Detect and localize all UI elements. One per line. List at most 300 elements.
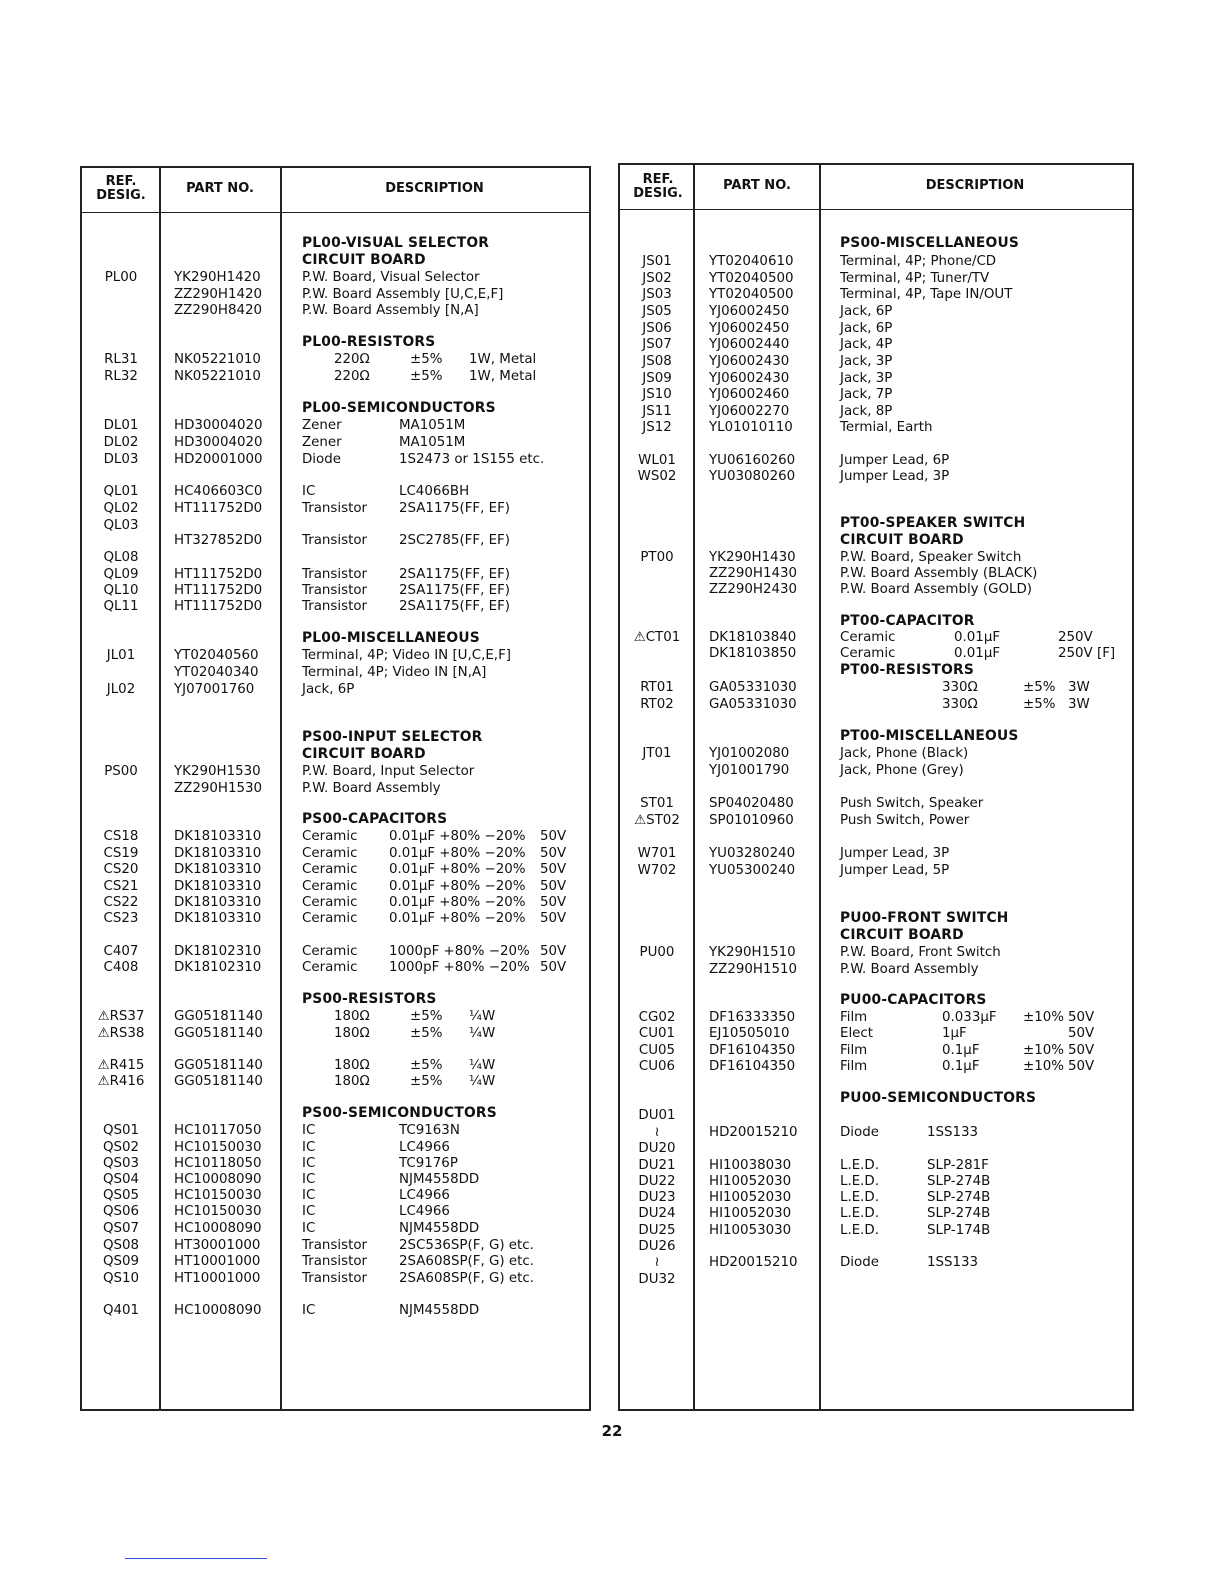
part-number-cell: HD20001000 — [174, 452, 263, 467]
table-row — [82, 1122, 589, 1139]
ref-desig-cell: CU06 — [638, 1059, 676, 1074]
description-cell: Jumper Lead, 3P — [840, 846, 950, 861]
part-number-cell: HI10052030 — [709, 1174, 792, 1189]
description-cell: P.W. Board Assembly (GOLD) — [840, 582, 1033, 597]
description-cell: SLP-274B — [927, 1190, 991, 1205]
part-number-cell: EJ10505010 — [709, 1026, 790, 1041]
description-cell: Terminal, 4P; Phone/CD — [840, 254, 997, 269]
ref-desig-cell: DL02 — [103, 435, 139, 450]
description-cell: ¼W — [469, 1058, 496, 1073]
description-cell: ±5% — [410, 369, 443, 384]
table-row — [82, 943, 589, 960]
section-title: PL00-VISUAL SELECTOR — [302, 235, 490, 251]
table-row — [620, 403, 1132, 420]
table-row — [620, 565, 1132, 582]
part-number-cell: DK18102310 — [174, 960, 262, 975]
description-cell: L.E.D. — [840, 1174, 880, 1189]
table-row — [620, 452, 1132, 469]
description-cell: 180Ω — [334, 1026, 370, 1041]
description-cell: 0.01μF — [954, 646, 1001, 661]
description-cell: ±5% — [410, 1026, 443, 1041]
table-row — [620, 645, 1132, 662]
ref-desig-cell: JS07 — [642, 337, 672, 352]
ref-desig-cell: DU23 — [638, 1190, 676, 1205]
description-cell: 2SA608SP(F, G) etc. — [399, 1271, 534, 1286]
table-row — [82, 302, 589, 319]
description-cell: IC — [302, 1221, 316, 1236]
table-row — [82, 1253, 589, 1270]
table-row — [82, 894, 589, 911]
part-number-cell: HT111752D0 — [174, 583, 263, 598]
description-cell: ±10% — [1023, 1059, 1064, 1074]
ref-desig-cell: DU25 — [638, 1223, 676, 1238]
section-title: PS00-RESISTORS — [302, 991, 437, 1007]
table-row — [82, 368, 589, 385]
description-cell: Diode — [302, 452, 341, 467]
part-number-cell: HC10008090 — [174, 1221, 262, 1236]
description-cell: P.W. Board Assembly [U,C,E,F] — [302, 287, 504, 302]
part-number-cell: HC10150030 — [174, 1188, 262, 1203]
part-number-cell: DK18103310 — [174, 911, 262, 926]
description-cell: 3W — [1068, 680, 1090, 695]
ref-desig-cell: ⚠CT01 — [633, 630, 681, 645]
table-row — [620, 862, 1132, 879]
description-cell: ±10% — [1023, 1010, 1064, 1025]
ref-desig-cell: W702 — [637, 863, 677, 878]
section-title: CIRCUIT BOARD — [840, 532, 964, 548]
ref-desig-cell: QS02 — [102, 1140, 140, 1155]
description-cell: Ceramic — [302, 911, 358, 926]
description-cell: Terminal, 4P; Tuner/TV — [840, 271, 990, 286]
section-title-row — [82, 235, 589, 252]
table-row — [620, 353, 1132, 370]
description-cell: Terminal, 4P; Video IN [N,A] — [302, 665, 487, 680]
part-number-cell: DF16104350 — [709, 1059, 796, 1074]
description-cell: 180Ω — [334, 1058, 370, 1073]
part-number-cell: DF16104350 — [709, 1043, 796, 1058]
ref-desig-cell: QL02 — [103, 501, 139, 516]
section-title: PS00-CAPACITORS — [302, 811, 448, 827]
page-number: 22 — [601, 1422, 623, 1440]
description-cell: Terminal, 4P; Video IN [U,C,E,F] — [302, 648, 511, 663]
section-title: PU00-SEMICONDUCTORS — [840, 1090, 1037, 1106]
ref-desig-cell: RL32 — [104, 369, 138, 384]
description-cell: 50V — [540, 862, 567, 877]
description-cell: 2SA1175(FF, EF) — [399, 583, 511, 598]
ref-desig-cell: ⚠R415 — [97, 1058, 145, 1073]
part-number-cell: YJ07001760 — [174, 682, 255, 697]
part-number-cell: HI10053030 — [709, 1223, 792, 1238]
section-title-row — [82, 991, 589, 1008]
part-number-cell: HT111752D0 — [174, 567, 263, 582]
description-cell: MA1051M — [399, 418, 466, 433]
part-number-cell: DK18103310 — [174, 829, 262, 844]
table-row — [82, 269, 589, 286]
description-cell: IC — [302, 1156, 316, 1171]
description-cell: Transistor — [302, 1271, 368, 1286]
ref-desig-cell: QS09 — [102, 1254, 140, 1269]
ref-desig-cell: ≀ — [654, 1255, 660, 1270]
description-cell: Ceramic — [302, 862, 358, 877]
description-cell: P.W. Board, Visual Selector — [302, 270, 480, 285]
part-number-cell: HC10118050 — [174, 1156, 262, 1171]
description-cell: 2SC2785(FF, EF) — [399, 533, 510, 548]
table-row — [82, 1270, 589, 1287]
description-cell: 50V — [540, 846, 567, 861]
description-cell: SLP-274B — [927, 1174, 991, 1189]
section-title-row — [82, 1105, 589, 1122]
ref-desig-cell: QL09 — [103, 567, 139, 582]
description-cell: 0.01μF +80% −20% — [389, 829, 526, 844]
description-cell: P.W. Board, Speaker Switch — [840, 550, 1022, 565]
table-row — [620, 1271, 1132, 1288]
description-cell: 0.01μF +80% −20% — [389, 862, 526, 877]
description-cell: Termial, Earth — [840, 420, 933, 435]
description-cell: Transistor — [302, 1238, 368, 1253]
part-number-cell: HC10150030 — [174, 1204, 262, 1219]
part-number-cell: YK290H1420 — [174, 270, 261, 285]
ref-desig-cell: QS07 — [102, 1221, 140, 1236]
description-cell: P.W. Board Assembly — [302, 781, 441, 796]
part-number-cell: SP04020480 — [709, 796, 794, 811]
part-number-cell: YJ06002450 — [709, 304, 790, 319]
description-cell: Transistor — [302, 599, 368, 614]
description-cell: L.E.D. — [840, 1223, 880, 1238]
section-title: PU00-FRONT SWITCH — [840, 910, 1009, 926]
ref-desig-cell: QS04 — [102, 1172, 140, 1187]
description-cell: NJM4558DD — [399, 1172, 480, 1187]
description-cell: SLP-281F — [927, 1158, 989, 1173]
description-cell: 1S2473 or 1S155 etc. — [399, 452, 545, 467]
description-cell: 250V — [1058, 630, 1093, 645]
description-cell: 1μF — [942, 1026, 967, 1041]
table-row — [620, 1254, 1132, 1271]
ref-desig-cell: PU00 — [639, 945, 675, 960]
table-row — [82, 878, 589, 895]
description-cell: 1SS133 — [927, 1255, 979, 1270]
description-cell: Zener — [302, 435, 342, 450]
section-title-row — [620, 728, 1132, 745]
section-title: PS00-INPUT SELECTOR — [302, 729, 483, 745]
description-cell: ±5% — [1023, 697, 1056, 712]
description-cell: ±5% — [410, 1009, 443, 1024]
ref-desig-cell: QS03 — [102, 1156, 140, 1171]
ref-desig-cell: JT01 — [642, 746, 672, 761]
description-cell: LC4066BH — [399, 484, 470, 499]
part-number-cell: GG05181140 — [174, 1074, 263, 1089]
description-cell: Push Switch, Speaker — [840, 796, 984, 811]
description-cell: Ceramic — [302, 829, 358, 844]
left-parts-table — [80, 166, 591, 1411]
description-cell: 2SA1175(FF, EF) — [399, 501, 511, 516]
table-row — [620, 1205, 1132, 1222]
table-row — [82, 483, 589, 500]
description-cell: MA1051M — [399, 435, 466, 450]
ref-desig-cell: PL00 — [104, 270, 138, 285]
description-cell: 0.033μF — [942, 1010, 997, 1025]
ref-desig-cell: PS00 — [104, 764, 138, 779]
description-cell: Jumper Lead, 3P — [840, 469, 950, 484]
description-cell: 1000pF +80% −20% — [389, 960, 530, 975]
description-cell: Elect — [840, 1026, 874, 1041]
part-number-cell: YJ06002270 — [709, 404, 790, 419]
table-row — [620, 762, 1132, 779]
table-row — [620, 1238, 1132, 1255]
table-row — [620, 1222, 1132, 1239]
ref-desig-cell: JS01 — [642, 254, 672, 269]
ref-desig-cell: ⚠RS38 — [97, 1026, 145, 1041]
description-cell: TC9163N — [399, 1123, 460, 1138]
description-cell: 0.01μF +80% −20% — [389, 911, 526, 926]
table-row — [82, 351, 589, 368]
part-number-cell: YJ01002080 — [709, 746, 790, 761]
ref-desig-cell: DU01 — [638, 1108, 676, 1123]
description-cell: LC4966 — [399, 1188, 450, 1203]
description-cell: Ceramic — [302, 960, 358, 975]
table-row — [82, 1220, 589, 1237]
section-title-row — [620, 515, 1132, 532]
part-number-cell: DK18103310 — [174, 862, 262, 877]
table-row — [620, 696, 1132, 713]
section-title-row — [82, 400, 589, 417]
part-number-cell: YJ06002450 — [709, 321, 790, 336]
description-cell: IC — [302, 484, 316, 499]
table-row — [82, 780, 589, 797]
ref-desig-cell: DU24 — [638, 1206, 676, 1221]
section-title-row — [620, 613, 1132, 630]
description-cell: IC — [302, 1303, 316, 1318]
table-row — [82, 910, 589, 927]
description-cell: Zener — [302, 418, 342, 433]
table-row — [620, 679, 1132, 696]
ref-desig-cell: WS02 — [637, 469, 677, 484]
description-cell: IC — [302, 1188, 316, 1203]
ref-desig-cell: CS19 — [103, 846, 139, 861]
description-cell: Ceramic — [302, 846, 358, 861]
description-cell: ±5% — [410, 1074, 443, 1089]
description-cell: P.W. Board Assembly (BLACK) — [840, 566, 1038, 581]
ref-desig-cell: CS20 — [103, 862, 139, 877]
description-cell: TC9176P — [399, 1156, 458, 1171]
description-cell: L.E.D. — [840, 1158, 880, 1173]
description-cell: 50V — [1068, 1010, 1095, 1025]
ref-desig-cell: DU20 — [638, 1141, 676, 1156]
part-number-cell: ZZ290H1530 — [174, 781, 263, 796]
part-number-cell: HT111752D0 — [174, 599, 263, 614]
table-row — [82, 681, 589, 698]
description-cell: 180Ω — [334, 1074, 370, 1089]
table-row — [620, 270, 1132, 287]
part-number-cell: YT02040610 — [709, 254, 794, 269]
ref-desig-cell: QS10 — [102, 1271, 140, 1286]
part-number-cell: HC10008090 — [174, 1172, 262, 1187]
description-cell: 0.1μF — [942, 1043, 980, 1058]
part-number-cell: ZZ290H2430 — [709, 582, 798, 597]
table-row — [620, 336, 1132, 353]
description-cell: 1W, Metal — [469, 369, 537, 384]
description-cell: IC — [302, 1123, 316, 1138]
table-row — [620, 1025, 1132, 1042]
table-row — [82, 959, 589, 976]
description-cell: 330Ω — [942, 680, 978, 695]
table-row — [620, 1157, 1132, 1174]
section-title-row — [82, 746, 589, 763]
part-number-cell: HT111752D0 — [174, 501, 263, 516]
description-cell: Push Switch, Power — [840, 813, 970, 828]
table-row — [620, 1058, 1132, 1075]
part-number-cell: ZZ290H1510 — [709, 962, 798, 977]
description-cell: Transistor — [302, 567, 368, 582]
description-cell: 50V — [540, 895, 567, 910]
ref-desig-cell: JS11 — [642, 404, 672, 419]
description-cell: 0.01μF +80% −20% — [389, 846, 526, 861]
description-cell: Jack, Phone (Grey) — [840, 763, 964, 778]
description-cell: 2SA1175(FF, EF) — [399, 599, 511, 614]
table-row — [82, 647, 589, 664]
ref-desig-cell: RT01 — [640, 680, 674, 695]
part-number-cell: HD20015210 — [709, 1125, 798, 1140]
part-number-cell: DK18103850 — [709, 646, 797, 661]
ref-desig-cell: ST01 — [640, 796, 674, 811]
ref-desig-cell: ⚠ST02 — [634, 813, 680, 828]
part-number-cell: HD20015210 — [709, 1255, 798, 1270]
description-cell: Jack, 7P — [840, 387, 893, 402]
ref-desig-cell: JS09 — [642, 371, 672, 386]
ref-desig-header: REF. DESIG. — [633, 172, 683, 201]
ref-desig-cell: ⚠R416 — [97, 1074, 145, 1089]
description-cell: ±10% — [1023, 1043, 1064, 1058]
table-row — [620, 1140, 1132, 1157]
part-no-header: PART NO. — [723, 178, 791, 193]
table-row — [82, 1008, 589, 1025]
table-row — [620, 320, 1132, 337]
description-cell: SLP-274B — [927, 1206, 991, 1221]
table-row — [82, 451, 589, 468]
table-row — [82, 861, 589, 878]
part-number-cell: YJ06002440 — [709, 337, 790, 352]
ref-desig-cell: JL02 — [106, 682, 136, 697]
part-number-cell: DF16333350 — [709, 1010, 796, 1025]
description-cell: P.W. Board, Front Switch — [840, 945, 1001, 960]
description-cell: Jack, 8P — [840, 404, 893, 419]
part-number-cell: YJ06002460 — [709, 387, 790, 402]
description-cell: IC — [302, 1204, 316, 1219]
part-number-cell: YU05300240 — [709, 863, 796, 878]
description-cell: LC4966 — [399, 1204, 450, 1219]
ref-desig-cell: JS10 — [642, 387, 672, 402]
ref-desig-cell: JS06 — [642, 321, 672, 336]
right-parts-table — [618, 163, 1134, 1411]
table-row — [82, 1139, 589, 1156]
description-cell: LC4966 — [399, 1140, 450, 1155]
part-number-cell: YJ01001790 — [709, 763, 790, 778]
table-row — [620, 1173, 1132, 1190]
section-title-row — [82, 729, 589, 746]
section-title: CIRCUIT BOARD — [302, 746, 426, 762]
table-row — [82, 1073, 589, 1090]
table-row — [82, 417, 589, 434]
part-no-header: PART NO. — [186, 181, 254, 196]
description-cell: Terminal, 4P, Tape IN/OUT — [840, 287, 1013, 302]
part-number-cell: YT02040500 — [709, 287, 794, 302]
description-cell: Ceramic — [840, 630, 896, 645]
ref-desig-cell: JS03 — [642, 287, 672, 302]
description-cell: Jack, Phone (Black) — [840, 746, 969, 761]
ref-desig-cell: C407 — [103, 944, 139, 959]
description-cell: Diode — [840, 1125, 879, 1140]
part-number-cell: HI10052030 — [709, 1190, 792, 1205]
description-cell: 180Ω — [334, 1009, 370, 1024]
part-number-cell: YJ06002430 — [709, 371, 790, 386]
ref-desig-cell: RL31 — [104, 352, 138, 367]
ref-desig-cell: CS18 — [103, 829, 139, 844]
description-cell: 50V — [540, 944, 567, 959]
table-row — [82, 845, 589, 862]
part-number-cell: HT10001000 — [174, 1254, 261, 1269]
description-cell: Jumper Lead, 6P — [840, 453, 950, 468]
description-header: DESCRIPTION — [385, 181, 484, 196]
description-cell: Transistor — [302, 1254, 368, 1269]
description-cell: L.E.D. — [840, 1206, 880, 1221]
part-number-cell: GG05181140 — [174, 1009, 263, 1024]
description-cell: Jack, 6P — [302, 682, 355, 697]
description-cell: Jack, 4P — [840, 337, 893, 352]
table-row — [82, 532, 589, 549]
part-number-cell: ZZ290H1420 — [174, 287, 263, 302]
description-cell: ±5% — [1023, 680, 1056, 695]
part-number-cell: HC406603C0 — [174, 484, 263, 499]
part-number-cell: YJ06002430 — [709, 354, 790, 369]
ref-desig-cell: WL01 — [638, 453, 676, 468]
part-number-cell: DK18103840 — [709, 630, 797, 645]
description-cell: 50V — [540, 960, 567, 975]
description-cell: Transistor — [302, 501, 368, 516]
ref-desig-cell: W701 — [637, 846, 677, 861]
ref-desig-cell: JS02 — [642, 271, 672, 286]
table-row — [620, 812, 1132, 829]
ref-desig-cell: CU05 — [638, 1043, 676, 1058]
description-cell: ¼W — [469, 1074, 496, 1089]
part-number-cell: NK05221010 — [174, 369, 261, 384]
part-number-cell: YU03280240 — [709, 846, 796, 861]
table-row — [82, 598, 589, 615]
description-cell: L.E.D. — [840, 1190, 880, 1205]
ref-desig-cell: DU32 — [638, 1272, 676, 1287]
ref-desig-cell: QS08 — [102, 1238, 140, 1253]
description-cell: 50V — [540, 911, 567, 926]
table-row — [82, 1155, 589, 1172]
ref-desig-cell: JS08 — [642, 354, 672, 369]
section-title: PT00-RESISTORS — [840, 662, 975, 678]
table-row — [82, 1057, 589, 1074]
description-cell: 250V [F] — [1058, 646, 1116, 661]
part-number-cell: GG05181140 — [174, 1026, 263, 1041]
description-header: DESCRIPTION — [925, 178, 1025, 193]
table-row — [620, 845, 1132, 862]
section-title: PL00-MISCELLANEOUS — [302, 630, 480, 646]
description-cell: 0.01μF — [954, 630, 1001, 645]
part-number-cell: HT10001000 — [174, 1271, 261, 1286]
part-number-cell: SP01010960 — [709, 813, 794, 828]
part-number-cell: YT02040500 — [709, 271, 794, 286]
description-cell: ¼W — [469, 1009, 496, 1024]
description-cell: Film — [840, 1043, 868, 1058]
section-title: PU00-CAPACITORS — [840, 992, 987, 1008]
part-number-cell: ZZ290H1430 — [709, 566, 798, 581]
section-title: PL00-SEMICONDUCTORS — [302, 400, 496, 416]
ref-desig-cell: CS22 — [103, 895, 139, 910]
ref-desig-cell: QS06 — [102, 1204, 140, 1219]
